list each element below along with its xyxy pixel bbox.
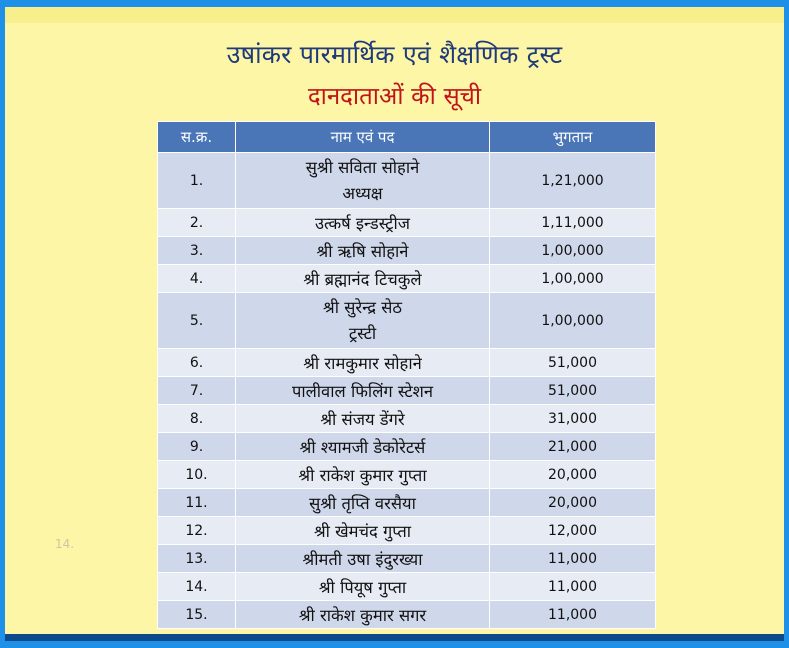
- row-amount: 1,00,000: [490, 237, 656, 265]
- row-name: सुश्री सविता सोहाने: [305, 157, 420, 177]
- table-row: [158, 517, 656, 545]
- row-amount: 1,11,000: [490, 209, 656, 237]
- row-name-cell: [236, 153, 490, 209]
- row-name: श्री ब्रह्मानंद टिचकुले: [303, 270, 422, 289]
- table-row: [158, 293, 656, 349]
- header-name: नाम एवं पद: [236, 122, 490, 153]
- row-name-cell: [236, 517, 490, 545]
- row-amount: 11,000: [490, 573, 656, 601]
- row-serial: 6.: [158, 349, 236, 377]
- row-amount: 12,000: [490, 517, 656, 545]
- row-amount: 1,21,000: [490, 153, 656, 209]
- bottom-bar: [5, 634, 784, 641]
- row-name: श्री खेमचंद गुप्ता: [313, 522, 412, 541]
- row-serial: 3.: [158, 237, 236, 265]
- row-name-cell: [236, 601, 490, 629]
- table-row: [158, 237, 656, 265]
- table-row: [158, 461, 656, 489]
- row-amount: 51,000: [490, 349, 656, 377]
- row-serial: 13.: [158, 545, 236, 573]
- table-row: [158, 433, 656, 461]
- table-row: [158, 153, 656, 209]
- table-header-row: [158, 122, 656, 153]
- table-row: [158, 545, 656, 573]
- header-amount: भुगतान: [490, 122, 656, 153]
- row-name: श्री सुरेन्द्र सेठ: [323, 297, 402, 317]
- header-serial: स.क्र.: [158, 122, 236, 153]
- row-serial: 7.: [158, 377, 236, 405]
- row-name: श्री श्यामजी डेकोरेटर्स: [299, 438, 426, 457]
- row-serial: 9.: [158, 433, 236, 461]
- table-row: [158, 601, 656, 629]
- row-serial: 10.: [158, 461, 236, 489]
- row-name-cell: [236, 265, 490, 293]
- row-serial: 15.: [158, 601, 236, 629]
- row-amount: 51,000: [490, 377, 656, 405]
- table-row: [158, 489, 656, 517]
- row-post: ट्रस्टी: [348, 323, 377, 343]
- row-serial: 11.: [158, 489, 236, 517]
- row-name-cell: [236, 461, 490, 489]
- page-title: उषांकर पारमार्थिक एवं शैक्षणिक ट्रस्ट: [226, 40, 563, 69]
- row-name: श्री पियूष गुप्ता: [318, 578, 407, 597]
- donor-table: [157, 121, 656, 629]
- row-name-cell: [236, 545, 490, 573]
- row-name: सुश्री तृप्ति वरसैया: [309, 494, 416, 513]
- row-name-cell: [236, 349, 490, 377]
- row-name: श्री राकेश कुमार सगर: [298, 606, 427, 625]
- row-name-cell: [236, 433, 490, 461]
- row-name-cell: [236, 209, 490, 237]
- row-amount: 20,000: [490, 489, 656, 517]
- table-row: [158, 377, 656, 405]
- table-row: [158, 209, 656, 237]
- row-name: श्रीमती उषा इंदुरख्या: [302, 550, 423, 569]
- row-serial: 1.: [158, 153, 236, 209]
- row-amount: 20,000: [490, 461, 656, 489]
- row-amount: 11,000: [490, 601, 656, 629]
- row-serial: 12.: [158, 517, 236, 545]
- table-row: [158, 265, 656, 293]
- row-name: श्री संजय डेंगरे: [320, 410, 405, 429]
- row-serial: 4.: [158, 265, 236, 293]
- row-amount: 31,000: [490, 405, 656, 433]
- faint-number: 14.: [55, 537, 75, 551]
- slide: [5, 7, 784, 641]
- row-post: अध्यक्ष: [342, 183, 383, 203]
- table-row: [158, 573, 656, 601]
- row-amount: 1,00,000: [490, 293, 656, 349]
- row-serial: 2.: [158, 209, 236, 237]
- row-name: उत्कर्ष इन्डस्ट्रीज: [314, 214, 411, 233]
- row-name-cell: [236, 293, 490, 349]
- page-subtitle: दानदाताओं की सूची: [307, 82, 482, 110]
- row-amount: 11,000: [490, 545, 656, 573]
- row-name: पालीवाल फिलिंग स्टेशन: [291, 382, 434, 401]
- row-name-cell: [236, 405, 490, 433]
- row-name: श्री रामकुमार सोहाने: [303, 354, 422, 373]
- row-serial: 5.: [158, 293, 236, 349]
- row-serial: 14.: [158, 573, 236, 601]
- row-name: श्री राकेश कुमार गुप्ता: [298, 466, 427, 485]
- row-amount: 21,000: [490, 433, 656, 461]
- row-serial: 8.: [158, 405, 236, 433]
- row-name-cell: [236, 237, 490, 265]
- table-row: [158, 405, 656, 433]
- row-name-cell: [236, 377, 490, 405]
- row-name: श्री ऋषि सोहाने: [316, 242, 409, 261]
- row-amount: 1,00,000: [490, 265, 656, 293]
- row-name-cell: [236, 489, 490, 517]
- row-name-cell: [236, 573, 490, 601]
- table-row: [158, 349, 656, 377]
